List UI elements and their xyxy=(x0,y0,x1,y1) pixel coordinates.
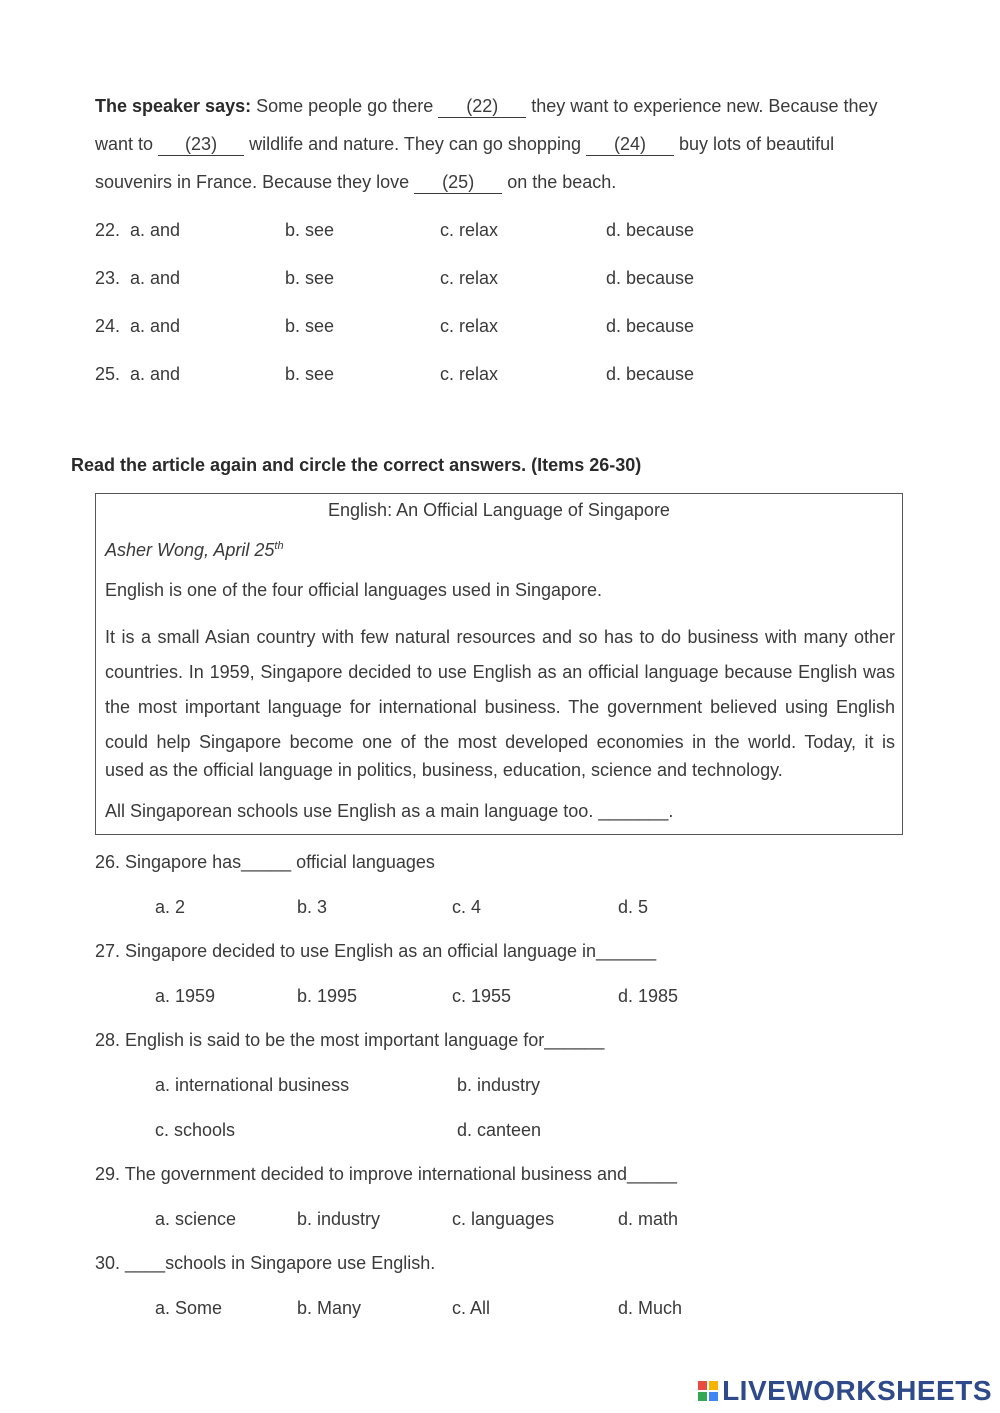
option-b[interactable]: b. 3 xyxy=(297,897,328,917)
option-b[interactable]: b. see xyxy=(285,268,335,288)
option-c[interactable]: c. 4 xyxy=(452,897,482,917)
speaker-text-2: they want to experience new. Because they want to xyxy=(95,96,878,154)
option-b[interactable]: b. industry xyxy=(457,1075,541,1095)
option-c[interactable]: c. 1955 xyxy=(452,986,512,1006)
option-c[interactable]: c. relax xyxy=(440,268,499,288)
logo-grid-icon xyxy=(698,1381,718,1401)
option-d[interactable]: d. because xyxy=(606,316,695,336)
option-d[interactable]: d. Much xyxy=(618,1298,683,1318)
option-d[interactable]: d. 5 xyxy=(618,897,649,917)
article-paragraph-2 xyxy=(105,620,895,760)
question-text: 27. Singapore decided to use English as an official language in______ xyxy=(95,941,657,961)
question-number: 24. xyxy=(95,316,121,336)
option-d[interactable]: d. because xyxy=(606,364,695,384)
option-c[interactable]: c. schools xyxy=(155,1120,236,1140)
option-c[interactable]: c. relax xyxy=(440,316,499,336)
option-c[interactable]: c. relax xyxy=(440,364,499,384)
question-number: 23. xyxy=(95,268,121,288)
option-b[interactable]: b. see xyxy=(285,220,335,240)
question-number: 22. xyxy=(95,220,121,240)
option-a[interactable]: a. and xyxy=(130,220,181,240)
question-number: 25. xyxy=(95,364,121,384)
option-c[interactable]: c. All xyxy=(452,1298,491,1318)
question-text: 28. English is said to be the most important language for______ xyxy=(95,1030,605,1050)
blank-25: (25) xyxy=(414,171,502,194)
article-paragraph-2-last: used as the official language in politics, business, education, science and technology. xyxy=(105,760,783,780)
option-d[interactable]: d. canteen xyxy=(457,1120,542,1140)
blank-23: (23) xyxy=(158,133,244,156)
option-b[interactable]: b. 1995 xyxy=(297,986,358,1006)
blank-24: (24) xyxy=(586,133,674,156)
option-c[interactable]: c. languages xyxy=(452,1209,555,1229)
option-b[interactable]: b. see xyxy=(285,364,335,384)
liveworksheets-logo xyxy=(698,1375,992,1407)
option-a[interactable]: a. international business xyxy=(155,1075,350,1095)
article-line: could help Singapore become one of the most developed economies in the world. Today, it is xyxy=(105,732,895,752)
blank-22: (22) xyxy=(438,95,526,118)
option-b[interactable]: b. industry xyxy=(297,1209,381,1229)
option-a[interactable]: a. and xyxy=(130,316,181,336)
byline-text: Asher Wong, April 25 xyxy=(105,540,275,560)
article-line: countries. In 1959, Singapore decided to use English as an official language because English was xyxy=(105,662,895,682)
option-a[interactable]: a. 2 xyxy=(155,897,186,917)
question-text: 29. The government decided to improve international business and_____ xyxy=(95,1164,678,1184)
article-line: It is a small Asian country with few natural resources and so has to do business with many other xyxy=(105,627,895,647)
option-a[interactable]: a. and xyxy=(130,364,181,384)
question-text: 26. Singapore has_____ official languages xyxy=(95,852,435,872)
option-b[interactable]: b. Many xyxy=(297,1298,362,1318)
option-a[interactable]: a. and xyxy=(130,268,181,288)
option-d[interactable]: d. 1985 xyxy=(618,986,679,1006)
article-line: the most important language for international business. The government believed using English xyxy=(105,697,895,717)
speaker-paragraph xyxy=(95,87,915,201)
article-box xyxy=(95,493,903,835)
option-a[interactable]: a. 1959 xyxy=(155,986,216,1006)
speaker-text-5: on the beach. xyxy=(507,172,617,192)
section-instruction: Read the article again and circle the correct answers. (Items 26-30) xyxy=(71,455,642,475)
option-c[interactable]: c. relax xyxy=(440,220,499,240)
article-paragraph-1: English is one of the four official languages used in Singapore. xyxy=(105,580,603,600)
option-a[interactable]: a. Some xyxy=(155,1298,223,1318)
speaker-text-1: Some people go there xyxy=(256,96,434,116)
article-paragraph-3: All Singaporean schools use English as a main language too. _______. xyxy=(105,801,674,821)
speaker-text-3: wildlife and nature. They can go shopping xyxy=(249,134,581,154)
question-text: 30. ____schools in Singapore use English. xyxy=(95,1253,436,1273)
logo-text: LIVEWORKSHEETS xyxy=(722,1375,992,1406)
option-a[interactable]: a. science xyxy=(155,1209,237,1229)
byline-sup: th xyxy=(274,540,284,552)
option-b[interactable]: b. see xyxy=(285,316,335,336)
option-d[interactable]: d. because xyxy=(606,220,695,240)
option-d[interactable]: d. because xyxy=(606,268,695,288)
speaker-text-4: buy lots of beautiful souvenirs in France. Because they love xyxy=(95,134,835,192)
option-d[interactable]: d. math xyxy=(618,1209,679,1229)
article-title: English: An Official Language of Singapore xyxy=(328,500,670,520)
article-byline xyxy=(105,540,284,561)
speaker-label: The speaker says: xyxy=(95,96,252,116)
